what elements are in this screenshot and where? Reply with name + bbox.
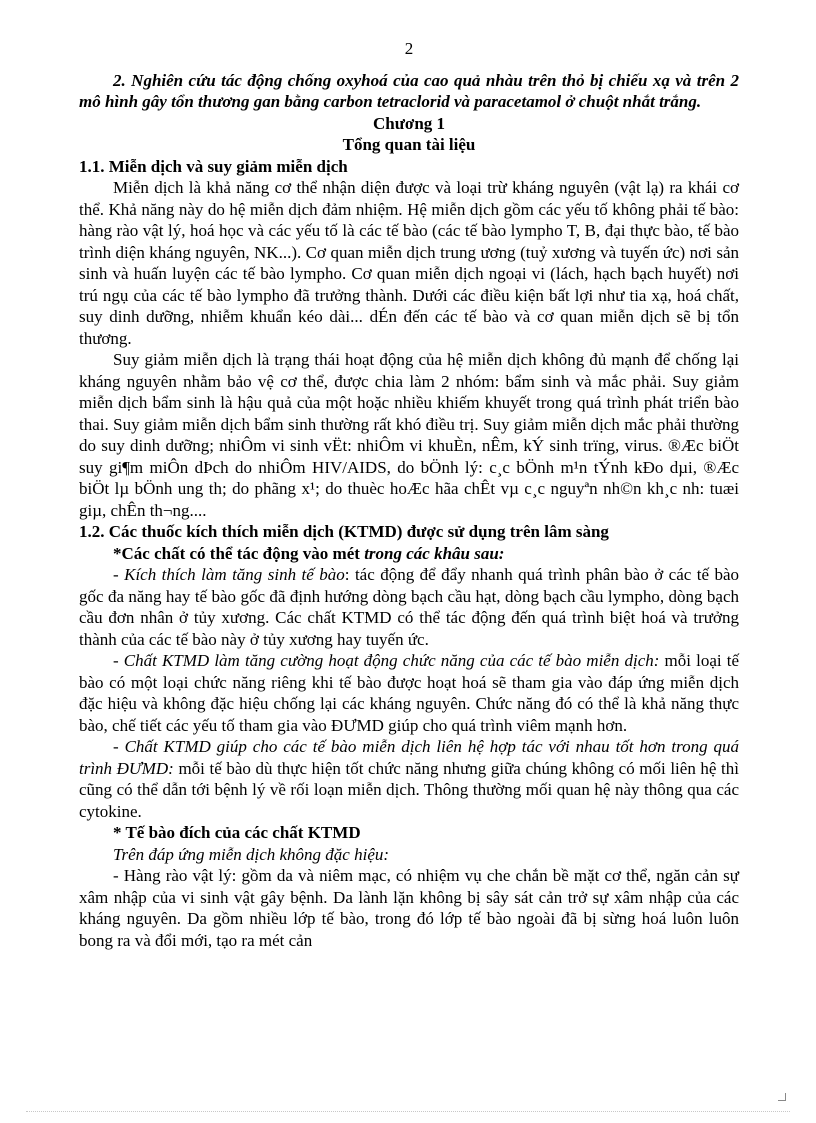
paragraph: Suy giảm miễn dịch là trạng thái hoạt động của hệ miễn dịch không đủ mạnh để chống lại kháng nguyên nhằm bảo vệ cơ thể, được chia làm 2 nhóm: bẩm sinh và mắc phải. Suy giảm miễn dịch bẩm sinh là hậu quả của một hoặc nhiều khiếm khuyết trong quá trình phát triển bào thai. Suy giảm miễn dịch bẩm sinh thường rất khó điều trị. Suy giảm miễn dịch mắc phải thường do suy dinh dưỡng; nhiÔm vi sinh vËt: nhiÔm vi khuÈn, nÊm, kÝ sinh trïng, virus. ®Æc biÖt suy gi¶m miÔn dÞch do nhiÔm HIV/AIDS, do bÖnh lý: c¸c bÖnh m¹n tÝnh kÐo dµi, ®Æc biÖt lµ bÖnh ung th; do phãng x¹; do thuèc hoÆc hãa chÊt vµ c¸c nguyªn nh©n kh¸c nh: tuæi giµ, chÊn th¬ng.... [79, 350, 739, 520]
list-item [79, 736, 739, 822]
subheading-target-cells: * Tế bào đích của các chất KTMD [113, 823, 361, 842]
page-number: 2 [404, 39, 414, 58]
subheading-italic: trong các khâu sau: [364, 543, 505, 563]
section-heading-1-2: 1.2. Các thuốc kích thích miễn dịch (KTMD) được sử dụng trên lâm sàng [79, 522, 609, 541]
section-heading-1-1: 1.1. Miễn dịch và suy giảm miễn dịch [79, 156, 348, 176]
list-item-lead: - Kích thích làm tăng sinh tế bào [113, 565, 345, 584]
study-title: 2. Nghiên cứu tác động chống oxyhoá của cao quả nhàu trên thỏ bị chiếu xạ và trên 2 mô hình gây tổn thương gan bằng carbon tetraclorid và paracetamol ở chuột nhắt trắng. [79, 70, 739, 111]
list-item-text: mỗi tế bào dù thực hiện tốt chức năng nhưng giữa chúng không có mối liên hệ thì cũng có thể dẫn tới bệnh lý về rối loạn miễn dịch. Thông thường mối quan hệ này thông qua các cytokine. [79, 758, 739, 821]
chapter-title: Tổng quan tài liệu [342, 135, 476, 154]
list-item-text: : tác động để đẩy nhanh quá trình phân bào ở các tế bào gốc đa năng hay tế bào gốc đã định hướng dòng bạch cầu hạt, dòng bạch cầu lympho, dòng bạch cầu đơn nhân ở tủy xương. Các chất KTMD có thể tác động đến quá trình biệt hoá và trưởng thành của các tế bào này ở tủy xương hay tuyến ức. [79, 565, 740, 649]
list-item [79, 650, 739, 736]
document-page [79, 38, 739, 951]
paragraph: Miễn dịch là khả năng cơ thể nhận diện được và loại trừ kháng nguyên (vật lạ) ra khái cơ thể. Khả năng này do hệ miễn dịch đảm nhiệm. Hệ miễn dịch gồm các yếu tố không phải tế bào: hàng rào vật lý, hoá học và các yếu tố là các tế bào (các tế bào lympho T, B, đại thực bào, tế bào trình diện kháng nguyên, NK...). Cơ quan miễn dịch trung ương (tuỷ xương và tuyến ức) nơi sản sinh và huấn luyện các tế bào lympho. Cơ quan miễn dịch ngoại vi (lách, hạch bạch huyết) nơi trú ngụ của các tế bào lympho đã trưởng thành. Dưới các điều kiện bất lợi như tia xạ, hoá chất, suy dinh dưỡng, nhiễm khuẩn kéo dài... dÉn đến các tế bào và cơ quan miễn dịch sẽ bị tổn thương. [79, 178, 739, 348]
list-item-lead: - Chất KTMD giúp cho các tế bào miễn dịch liên hệ hợp tác với nhau tốt hơn trong quá trình ĐƯMD: [79, 737, 739, 778]
list-item [79, 564, 739, 650]
chapter-label: Chương 1 [372, 113, 446, 133]
list-item-text: mỗi loại tế bào có một loại chức năng riêng khi tế bào được hoạt hoá sẽ tham gia vào đáp ứng miễn dịch đặc hiệu và không đặc hiệu chống lại các kháng nguyên. Chức năng đó có thể là khả năng thực bào, chế tiết các yếu tố tham gia vào ĐƯMD giúp cho quá trình viêm mạnh hơn. [79, 651, 739, 735]
page-corner-mark [778, 1093, 786, 1101]
subheading-targets [79, 543, 739, 565]
list-item: - Hàng rào vật lý: gồm da và niêm mạc, có nhiệm vụ che chắn bề mặt cơ thể, ngăn cản sự xâm nhập của vi sinh vật gây bệnh. Da lành lặn không bị sây sát cản trở sự xâm nhập của các kháng nguyên. Da gồm nhiều lớp tế bào, trong đó lớp tế bào ngoài đã bị sừng hoá luôn luôn bong ra và đổi mới, tạo ra mét cản [79, 866, 739, 950]
list-item-lead: - Chất KTMD làm tăng cường hoạt động chức năng của các tế bào miễn dịch: [113, 651, 660, 670]
subheading-bold: *Các chất có thể tác động vào mét [113, 543, 365, 563]
page-bottom-divider [26, 1111, 790, 1112]
subheading-nonspecific: Trên đáp ứng miễn dịch không đặc hiệu: [113, 844, 390, 864]
